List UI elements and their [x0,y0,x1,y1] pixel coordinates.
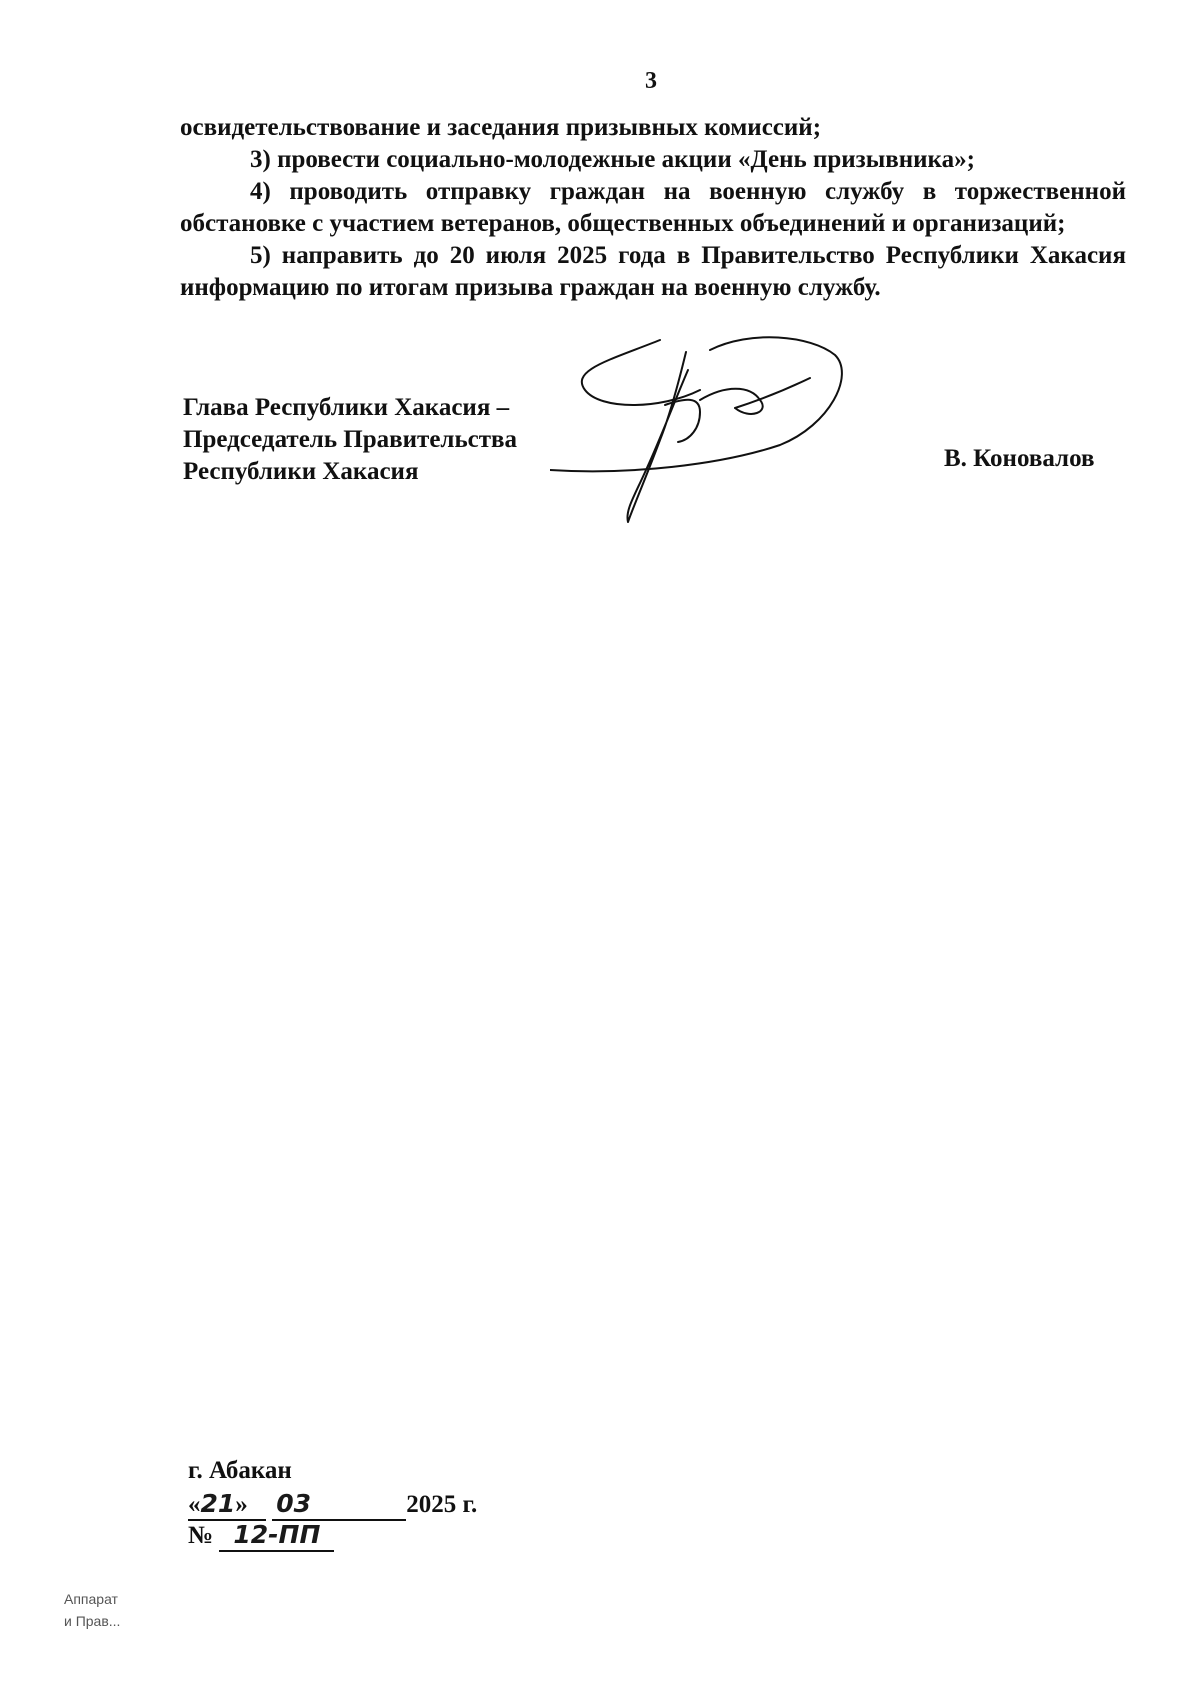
date-year: 2025 г. [406,1491,478,1518]
signatory-name: В. Коновалов [944,445,1095,472]
date-month-field [272,1489,406,1521]
role-line: Глава Республики Хакасия – [183,394,510,421]
issue-place: г. Абакан [188,1457,292,1484]
role-line: Председатель Правительства [183,426,518,453]
handwritten-day: 21 [200,1489,236,1518]
paragraph-continuation: освидетельствование и заседания призывных комиссий; [180,114,822,141]
paragraph-item-4: 4) проводить отправку граждан на военную службу в торжественной обстановке с участием ветеранов, общественных объединений и организаций; [180,178,1126,237]
faded-stamp: Аппарат и Прав... [64,1591,121,1629]
paragraph-item-3: 3) провести социально-молодежные акции «День призывника»; [250,146,975,173]
document-number [188,1520,334,1552]
number-label: № [188,1522,214,1549]
date-day-field: «21» [188,1489,266,1521]
handwritten-signature [550,330,870,540]
document-body [180,112,1126,304]
number-field [219,1520,334,1552]
handwritten-number: 12-ПП [233,1520,321,1549]
paragraph-item-5: 5) направить до 20 июля 2025 года в Правительство Республики Хакасия информацию по итогам призыва граждан на военную службу. [180,242,1126,301]
signatory-role [183,392,517,488]
issue-date [188,1489,477,1521]
role-line: Республики Хакасия [183,458,419,485]
page-number: 3 [645,68,657,94]
handwritten-month: 03 [276,1489,312,1518]
